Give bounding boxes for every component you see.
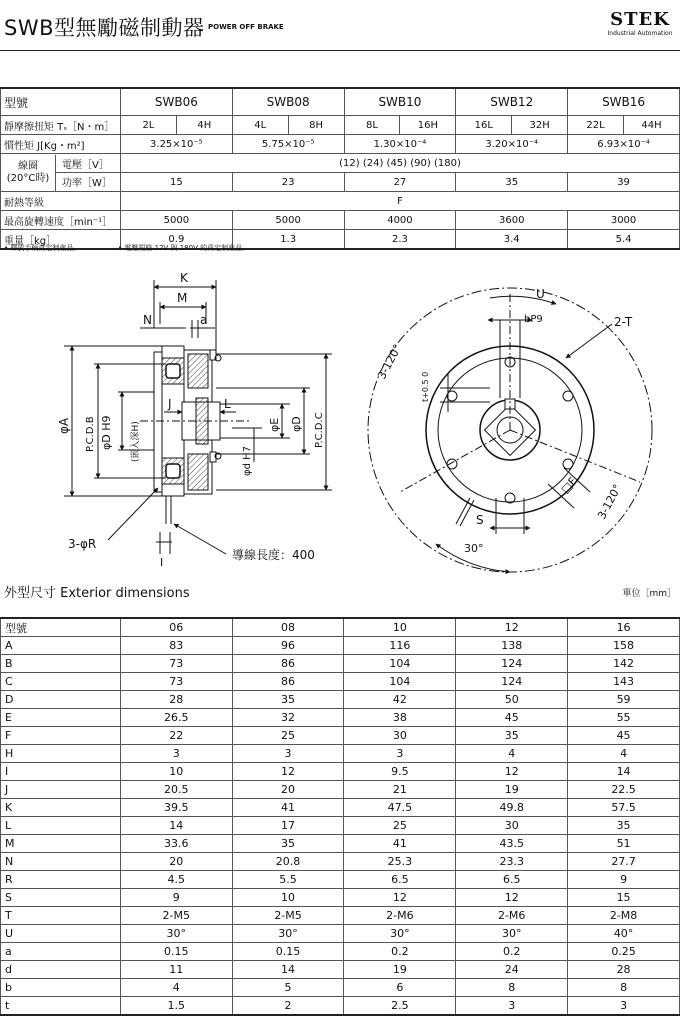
dims-cell: 6.5 [344, 871, 456, 889]
coil-label-group [1, 155, 56, 191]
dims-row [1, 925, 680, 943]
dims-cell: 22 [120, 727, 232, 745]
dims-cell: 12 [344, 889, 456, 907]
dims-cell: 2-M6 [344, 907, 456, 925]
section-title: 外型尺寸 Exterior dimensions [4, 586, 190, 601]
dims-cell: 20.5 [120, 781, 232, 799]
model-swb08: SWB08 [232, 88, 344, 116]
coil-sublabel: (20°C時) [6, 172, 50, 184]
dims-cell: 27.7 [568, 853, 680, 871]
dims-cell: 11 [120, 961, 232, 979]
dims-row-label: I [1, 763, 121, 781]
dims-row-label: K [1, 799, 121, 817]
dims-cell: 4.5 [120, 871, 232, 889]
page-title: SWB型無勵磁制動器 [4, 16, 205, 40]
dims-cell: 08 [232, 618, 344, 637]
dims-cell: 0.15 [232, 943, 344, 961]
dims-cell: 0.25 [568, 943, 680, 961]
dims-row-label: a [1, 943, 121, 961]
dims-row [1, 691, 680, 709]
dims-cell: 45 [568, 727, 680, 745]
dims-row-label: b [1, 979, 121, 997]
dims-row-label: t [1, 997, 121, 1016]
dims-cell: 28 [120, 691, 232, 709]
speed-cell: 3000 [568, 211, 680, 230]
weight-cell: 1.3 [232, 230, 344, 250]
dims-cell: 12 [232, 763, 344, 781]
dims-row [1, 943, 680, 961]
power-label: 功率［W］ [62, 178, 112, 190]
speed-cell: 5000 [120, 211, 232, 230]
weight-cell: 3.4 [456, 230, 568, 250]
dims-cell: 104 [344, 655, 456, 673]
dims-row [1, 835, 680, 853]
dimensions-table-body [1, 618, 680, 1015]
dims-cell: 9 [120, 889, 232, 907]
label-s: S [476, 513, 484, 527]
label-phi-d-h7: φd H7 [242, 445, 253, 476]
dims-row-label: T [1, 907, 121, 925]
note-voltage-custom: • 電壓規格 12V 與 180V 的爲定制産品。 [118, 244, 250, 252]
torque-cell: 22L [568, 116, 624, 135]
unit-label: 單位［mm］ [622, 589, 676, 599]
weight-cell: 2.3 [344, 230, 456, 250]
dims-row-label: H [1, 745, 121, 763]
dims-cell: 2-M6 [456, 907, 568, 925]
dims-cell: 35 [568, 817, 680, 835]
dims-cell: 4 [568, 745, 680, 763]
model-swb16: SWB16 [568, 88, 680, 116]
dims-row-label: U [1, 925, 121, 943]
dims-cell: 30 [456, 817, 568, 835]
label-phi-d-h9: φD H9 [100, 415, 113, 450]
dims-cell: 17 [232, 817, 344, 835]
label-bp9: bP9 [524, 314, 543, 325]
spec-table [0, 87, 680, 250]
dims-cell: 104 [344, 673, 456, 691]
dims-cell: 12 [456, 618, 568, 637]
dims-cell: 19 [456, 781, 568, 799]
weight-cell: 0.9 [120, 230, 232, 250]
power-cell: 39 [568, 173, 680, 192]
dims-row [1, 727, 680, 745]
inertia-cell: 3.25×10⁻⁵ [120, 135, 232, 154]
dims-cell: 30° [344, 925, 456, 943]
dims-cell: 142 [568, 655, 680, 673]
dims-cell: 14 [568, 763, 680, 781]
dims-row-label: C [1, 673, 121, 691]
spec-row-torque [1, 116, 680, 135]
dims-row-label: M [1, 835, 121, 853]
dims-cell: 41 [344, 835, 456, 853]
dims-row [1, 673, 680, 691]
spec-row-weight [1, 230, 680, 250]
dims-cell: 47.5 [344, 799, 456, 817]
logo-subtext: Industrial Automation [607, 30, 673, 37]
dims-cell: 20 [120, 853, 232, 871]
dims-cell: 73 [120, 655, 232, 673]
dims-cell: 16 [568, 618, 680, 637]
label-pcd-b: P.C.D.B [85, 416, 96, 452]
dims-cell: 42 [344, 691, 456, 709]
dims-cell: 2 [232, 997, 344, 1016]
dims-cell: 6.5 [456, 871, 568, 889]
logo-word: STEK [610, 9, 670, 30]
label-phi-d-right: φD [290, 416, 303, 432]
dims-cell: 35 [232, 835, 344, 853]
dims-cell: 3 [344, 745, 456, 763]
dims-row-label: S [1, 889, 121, 907]
dims-row [1, 745, 680, 763]
label-j: J [168, 397, 172, 411]
torque-cell: 4H [176, 116, 232, 135]
dims-row [1, 889, 680, 907]
dims-cell: 06 [120, 618, 232, 637]
label-t-tolerance: t+0.5 0 [421, 371, 430, 402]
dims-cell: 124 [456, 673, 568, 691]
spec-label-heat: 耐熱等級 [1, 192, 121, 211]
dims-cell: 12 [456, 763, 568, 781]
dims-cell: 39.5 [120, 799, 232, 817]
torque-cell: 44H [624, 116, 680, 135]
spec-row-heat [1, 192, 680, 211]
dims-cell: 2-M8 [568, 907, 680, 925]
label-u: U [536, 287, 545, 301]
dims-cell: 33.6 [120, 835, 232, 853]
label-3-120-top: 3-120° [375, 342, 405, 382]
spec-row-speed [1, 211, 680, 230]
inertia-cell: 1.30×10⁻⁴ [344, 135, 456, 154]
dims-cell: 24 [456, 961, 568, 979]
torque-cell: 2L [120, 116, 176, 135]
dims-row [1, 637, 680, 655]
dims-cell: 10 [344, 618, 456, 637]
dims-cell: 3 [568, 997, 680, 1016]
dims-cell: 5.5 [232, 871, 344, 889]
dims-cell: 2-M5 [120, 907, 232, 925]
dims-cell: 35 [456, 727, 568, 745]
dims-cell: 25 [344, 817, 456, 835]
dims-cell: 49.8 [456, 799, 568, 817]
dims-row-label: 型號 [1, 618, 121, 637]
dims-cell: 45 [456, 709, 568, 727]
dims-cell: 86 [232, 673, 344, 691]
label-n: N [143, 313, 152, 327]
title-divider [0, 50, 680, 51]
dims-cell: 20.8 [232, 853, 344, 871]
dimensions-table [0, 617, 680, 1016]
dims-row [1, 907, 680, 925]
dims-cell: 51 [568, 835, 680, 853]
torque-cell: 16H [400, 116, 456, 135]
label-2t: 2-T [614, 315, 633, 329]
label-k: K [180, 271, 188, 285]
dims-cell: 9 [568, 871, 680, 889]
speed-cell: 3600 [456, 211, 568, 230]
dims-row-label: R [1, 871, 121, 889]
dims-cell: 4 [456, 745, 568, 763]
dims-cell: 2.5 [344, 997, 456, 1016]
inertia-cell: 5.75×10⁻⁵ [232, 135, 344, 154]
dims-cell: 143 [568, 673, 680, 691]
dims-row [1, 618, 680, 637]
model-swb10: SWB10 [344, 88, 456, 116]
dims-cell: 124 [456, 655, 568, 673]
dims-cell: 43.5 [456, 835, 568, 853]
dims-row [1, 997, 680, 1016]
dims-cell: 3 [232, 745, 344, 763]
speed-cell: 5000 [232, 211, 344, 230]
spec-label-torque: 靜摩擦扭矩 Tₛ［N・m］ [1, 116, 121, 135]
torque-cell: 4L [232, 116, 288, 135]
dims-cell: 35 [232, 691, 344, 709]
dims-cell: 15 [568, 889, 680, 907]
dims-cell: 59 [568, 691, 680, 709]
dims-row-label: E [1, 709, 121, 727]
dims-cell: 30 [344, 727, 456, 745]
dims-row-label: B [1, 655, 121, 673]
dims-cell: 10 [232, 889, 344, 907]
coil-sub-rows [56, 155, 120, 191]
dims-cell: 25 [232, 727, 344, 745]
dims-cell: 40° [568, 925, 680, 943]
label-l: L [224, 397, 231, 411]
dims-row [1, 979, 680, 997]
dims-row [1, 655, 680, 673]
spec-label-inertia: 慣性矩 J[Kg・m²] [1, 135, 121, 154]
power-cell: 35 [456, 173, 568, 192]
label-pcd-c: P.C.D.C [314, 412, 325, 448]
dims-cell: 41 [232, 799, 344, 817]
dims-cell: 158 [568, 637, 680, 655]
dims-cell: 1.5 [120, 997, 232, 1016]
page-header [0, 0, 680, 52]
page-subtitle: POWER OFF BRAKE [208, 23, 284, 31]
power-cell: 23 [232, 173, 344, 192]
dims-row-label: F [1, 727, 121, 745]
spec-row-model [1, 88, 680, 116]
dims-row-label: N [1, 853, 121, 871]
dims-cell: 5 [232, 979, 344, 997]
spec-label-coil [1, 154, 121, 192]
dims-cell: 12 [456, 889, 568, 907]
dims-row-label: L [1, 817, 121, 835]
dims-cell: 9.5 [344, 763, 456, 781]
spec-row-voltage [1, 154, 680, 173]
spec-label-weight: 重量［kg］ [1, 230, 121, 250]
dims-row [1, 871, 680, 889]
dims-cell: 3 [456, 997, 568, 1016]
torque-cell: 8H [288, 116, 344, 135]
front-view [368, 288, 652, 572]
label-f: □F [558, 474, 580, 497]
label-r: 3-φR [68, 537, 97, 551]
power-cell: 27 [344, 173, 456, 192]
dims-cell: 8 [456, 979, 568, 997]
dims-cell: 23.3 [456, 853, 568, 871]
technical-drawing [0, 262, 680, 574]
label-phi-e: φE [268, 417, 281, 432]
torque-cell: 32H [512, 116, 568, 135]
dims-cell: 138 [456, 637, 568, 655]
dims-cell: 2-M5 [232, 907, 344, 925]
spec-row-inertia [1, 135, 680, 154]
dims-cell: 0.15 [120, 943, 232, 961]
dims-cell: 10 [120, 763, 232, 781]
label-i: I [160, 556, 164, 569]
dims-row-label: d [1, 961, 121, 979]
model-swb06: SWB06 [120, 88, 232, 116]
label-phi-a: φA [57, 417, 71, 434]
dims-cell: 21 [344, 781, 456, 799]
dims-row [1, 817, 680, 835]
spec-label-model: 型號 [1, 88, 121, 116]
dims-cell: 8 [568, 979, 680, 997]
dims-cell: 86 [232, 655, 344, 673]
dims-row [1, 799, 680, 817]
dims-row-label: D [1, 691, 121, 709]
label-m: M [177, 291, 188, 305]
dims-cell: 73 [120, 673, 232, 691]
label-30deg: 30° [464, 542, 484, 555]
dims-cell: 30° [232, 925, 344, 943]
dims-cell: 57.5 [568, 799, 680, 817]
note-release-handle: • 釋放手柄爲定制産品。 [4, 244, 81, 252]
dims-cell: 32 [232, 709, 344, 727]
dims-cell: 0.2 [344, 943, 456, 961]
label-a: a [200, 313, 208, 327]
dims-cell: 14 [232, 961, 344, 979]
torque-cell: 16L [456, 116, 512, 135]
dims-cell: 55 [568, 709, 680, 727]
dims-cell: 30° [120, 925, 232, 943]
label-3-120-bottom: 3-120° [595, 482, 625, 522]
dims-row-label: J [1, 781, 121, 799]
weight-cell: 5.4 [568, 230, 680, 250]
model-swb12: SWB12 [456, 88, 568, 116]
dims-cell: 38 [344, 709, 456, 727]
dims-row [1, 961, 680, 979]
dims-cell: 20 [232, 781, 344, 799]
dims-row [1, 709, 680, 727]
dims-cell: 83 [120, 637, 232, 655]
dims-row-label: A [1, 637, 121, 655]
dims-cell: 30° [456, 925, 568, 943]
dims-cell: 116 [344, 637, 456, 655]
heat-value: F [120, 192, 679, 211]
dims-cell: 0.2 [456, 943, 568, 961]
dims-row [1, 763, 680, 781]
dims-cell: 6 [344, 979, 456, 997]
dims-cell: 3 [120, 745, 232, 763]
dims-cell: 19 [344, 961, 456, 979]
power-cell: 15 [120, 173, 232, 192]
voltage-label: 電壓［V］ [56, 155, 120, 174]
label-lead-length: 導線長度：400 [232, 548, 315, 562]
dims-cell: 4 [120, 979, 232, 997]
dims-cell: 96 [232, 637, 344, 655]
dims-cell: 14 [120, 817, 232, 835]
label-insert-depth: (嵌入深H) [131, 421, 141, 462]
inertia-cell: 6.93×10⁻⁴ [568, 135, 680, 154]
dims-cell: 25.3 [344, 853, 456, 871]
voltage-value: (12) (24) (45) (90) (180) [120, 154, 679, 173]
dims-cell: 22.5 [568, 781, 680, 799]
dims-row [1, 781, 680, 799]
dims-cell: 50 [456, 691, 568, 709]
brand-logo [604, 10, 676, 37]
dims-cell: 28 [568, 961, 680, 979]
torque-cell: 8L [344, 116, 400, 135]
dims-row [1, 853, 680, 871]
inertia-cell: 3.20×10⁻⁴ [456, 135, 568, 154]
coil-label: 線圈 [18, 160, 38, 172]
dims-cell: 26.5 [120, 709, 232, 727]
spec-label-speed: 最高旋轉速度［min⁻¹］ [1, 211, 121, 230]
speed-cell: 4000 [344, 211, 456, 230]
